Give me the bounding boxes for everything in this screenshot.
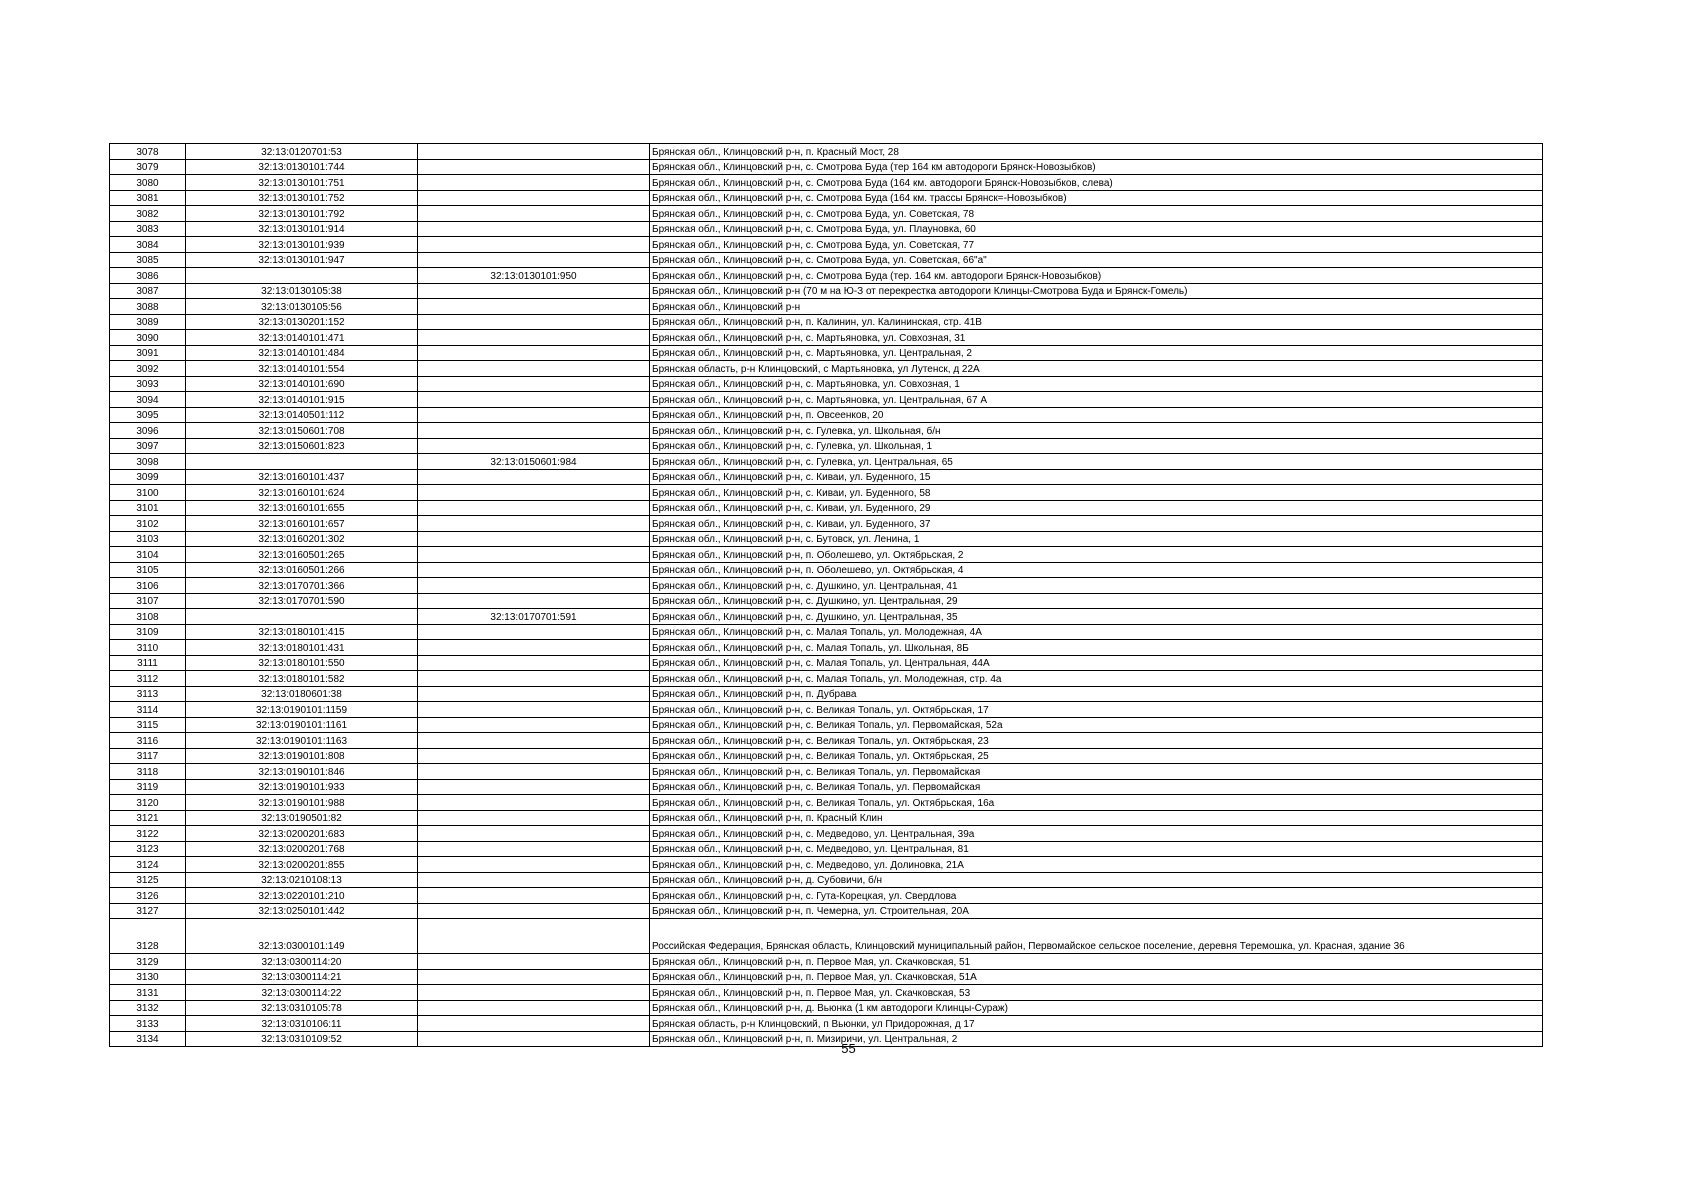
address-cell: Брянская обл., Клинцовский р-н, с. Великая Топаль, ул. Октябрьская, 17 <box>650 702 1543 718</box>
table-row <box>110 392 1543 408</box>
cadastral-number-cell <box>186 268 418 284</box>
row-number-cell: 3081 <box>110 190 186 206</box>
row-number-cell: 3115 <box>110 717 186 733</box>
cadastral-number-alt-cell <box>418 857 650 873</box>
cadastral-number-alt-cell <box>418 469 650 485</box>
cadastral-number-cell: 32:13:0170701:590 <box>186 593 418 609</box>
address-cell: Брянская обл., Клинцовский р-н, с. Медведово, ул. Долиновка, 21А <box>650 857 1543 873</box>
cadastral-number-cell: 32:13:0310105:78 <box>186 1000 418 1016</box>
cadastral-number-alt-cell <box>418 407 650 423</box>
row-number-cell: 3097 <box>110 438 186 454</box>
cadastral-number-cell: 32:13:0180601:38 <box>186 686 418 702</box>
table-row <box>110 1016 1543 1032</box>
row-number-cell: 3085 <box>110 252 186 268</box>
address-cell: Брянская обл., Клинцовский р-н, с. Мартьяновка, ул. Центральная, 67 А <box>650 392 1543 408</box>
cadastral-number-alt-cell <box>418 1000 650 1016</box>
address-cell: Брянская обл., Клинцовский р-н, д. Субовичи, б/н <box>650 872 1543 888</box>
address-cell: Брянская обл., Клинцовский р-н, с. Малая Топаль, ул. Школьная, 8Б <box>650 640 1543 656</box>
table-row <box>110 562 1543 578</box>
cadastral-number-cell: 32:13:0160101:655 <box>186 500 418 516</box>
cadastral-number-cell: 32:13:0130101:751 <box>186 175 418 191</box>
row-number-cell: 3082 <box>110 206 186 222</box>
table-row <box>110 1000 1543 1016</box>
cadastral-number-alt-cell <box>418 516 650 532</box>
address-cell: Брянская обл., Клинцовский р-н, с. Медведово, ул. Центральная, 39а <box>650 826 1543 842</box>
row-number-cell: 3130 <box>110 969 186 985</box>
row-number-cell: 3122 <box>110 826 186 842</box>
cadastral-number-alt-cell <box>418 888 650 904</box>
table-row <box>110 237 1543 253</box>
cadastral-number-alt-cell <box>418 531 650 547</box>
cadastral-number-alt-cell <box>418 159 650 175</box>
table-row <box>110 857 1543 873</box>
row-number-cell: 3125 <box>110 872 186 888</box>
cadastral-number-cell: 32:13:0160501:265 <box>186 547 418 563</box>
address-cell: Брянская обл., Клинцовский р-н, с. Киваи, ул. Буденного, 37 <box>650 516 1543 532</box>
cadastral-number-cell: 32:13:0160201:302 <box>186 531 418 547</box>
row-number-cell: 3092 <box>110 361 186 377</box>
cadastral-number-alt-cell <box>418 748 650 764</box>
cadastral-number-cell: 32:13:0300101:149 <box>186 919 418 954</box>
cadastral-number-cell: 32:13:0160101:657 <box>186 516 418 532</box>
table-row <box>110 954 1543 970</box>
table-row <box>110 764 1543 780</box>
address-cell: Брянская область, р-н Клинцовский, п Вьюнки, ул Придорожная, д 17 <box>650 1016 1543 1032</box>
cadastral-number-alt-cell <box>418 252 650 268</box>
cadastral-number-cell: 32:13:0140101:915 <box>186 392 418 408</box>
row-number-cell: 3080 <box>110 175 186 191</box>
row-number-cell: 3110 <box>110 640 186 656</box>
table-row <box>110 299 1543 315</box>
table-row <box>110 500 1543 516</box>
address-cell: Брянская обл., Клинцовский р-н, с. Смотрова Буда (164 км. автодороги Брянск-Новозыбков, слева) <box>650 175 1543 191</box>
cadastral-number-alt-cell <box>418 655 650 671</box>
table-row <box>110 748 1543 764</box>
row-number-cell: 3079 <box>110 159 186 175</box>
table-row <box>110 609 1543 625</box>
address-cell: Брянская обл., Клинцовский р-н, с. Смотрова Буда (тер 164 км автодороги Брянск-Новозыбков) <box>650 159 1543 175</box>
cadastral-number-cell: 32:13:0130105:56 <box>186 299 418 315</box>
cadastral-number-cell: 32:13:0160101:624 <box>186 485 418 501</box>
address-cell: Брянская обл., Клинцовский р-н, п. Оболешево, ул. Октябрьская, 4 <box>650 562 1543 578</box>
cadastral-number-cell: 32:13:0150601:708 <box>186 423 418 439</box>
cadastral-number-cell: 32:13:0130101:947 <box>186 252 418 268</box>
cadastral-number-alt-cell <box>418 547 650 563</box>
row-number-cell: 3078 <box>110 144 186 160</box>
cadastral-number-alt-cell <box>418 779 650 795</box>
row-number-cell: 3091 <box>110 345 186 361</box>
table-row <box>110 826 1543 842</box>
cadastral-number-cell: 32:13:0310106:11 <box>186 1016 418 1032</box>
address-cell: Брянская обл., Клинцовский р-н, с. Душкино, ул. Центральная, 29 <box>650 593 1543 609</box>
row-number-cell: 3107 <box>110 593 186 609</box>
table-row <box>110 733 1543 749</box>
address-cell: Брянская обл., Клинцовский р-н, п. Оболешево, ул. Октябрьская, 2 <box>650 547 1543 563</box>
row-number-cell: 3118 <box>110 764 186 780</box>
address-cell: Брянская обл., Клинцовский р-н, с. Великая Топаль, ул. Октябрьская, 23 <box>650 733 1543 749</box>
table-row <box>110 795 1543 811</box>
table-row <box>110 810 1543 826</box>
row-number-cell: 3102 <box>110 516 186 532</box>
address-cell: Брянская обл., Клинцовский р-н, с. Гута-Корецкая, ул. Свердлова <box>650 888 1543 904</box>
cadastral-number-alt-cell <box>418 764 650 780</box>
address-cell: Брянская область, р-н Клинцовский, с Мартьяновка, ул Лутенск, д 22А <box>650 361 1543 377</box>
cadastral-number-alt-cell <box>418 345 650 361</box>
cadastral-number-alt-cell <box>418 624 650 640</box>
cadastral-number-cell: 32:13:0190101:988 <box>186 795 418 811</box>
cadastral-number-cell: 32:13:0130101:939 <box>186 237 418 253</box>
table-row <box>110 547 1543 563</box>
table-row <box>110 841 1543 857</box>
row-number-cell: 3084 <box>110 237 186 253</box>
table-row <box>110 779 1543 795</box>
cadastral-number-alt-cell <box>418 841 650 857</box>
cadastral-number-alt-cell <box>418 810 650 826</box>
cadastral-number-alt-cell <box>418 314 650 330</box>
row-number-cell: 3119 <box>110 779 186 795</box>
table-row <box>110 454 1543 470</box>
cadastral-number-cell: 32:13:0200201:855 <box>186 857 418 873</box>
table-row <box>110 655 1543 671</box>
table-row <box>110 671 1543 687</box>
table-row <box>110 702 1543 718</box>
table-row <box>110 469 1543 485</box>
cadastral-number-cell: 32:13:0160101:437 <box>186 469 418 485</box>
table-row <box>110 345 1543 361</box>
cadastral-number-cell: 32:13:0300114:21 <box>186 969 418 985</box>
row-number-cell: 3098 <box>110 454 186 470</box>
row-number-cell: 3114 <box>110 702 186 718</box>
row-number-cell: 3131 <box>110 985 186 1001</box>
row-number-cell: 3096 <box>110 423 186 439</box>
cadastral-number-cell: 32:13:0140101:554 <box>186 361 418 377</box>
table-row <box>110 314 1543 330</box>
address-cell: Брянская обл., Клинцовский р-н, с. Смотрова Буда (164 км. трассы Брянск=-Новозыбков) <box>650 190 1543 206</box>
table-row <box>110 872 1543 888</box>
address-cell: Брянская обл., Клинцовский р-н, с. Малая Топаль, ул. Молодежная, стр. 4а <box>650 671 1543 687</box>
table-row <box>110 175 1543 191</box>
register-table-body <box>110 144 1543 1047</box>
table-row <box>110 283 1543 299</box>
row-number-cell: 3095 <box>110 407 186 423</box>
cadastral-number-cell: 32:13:0210108:13 <box>186 872 418 888</box>
cadastral-number-cell: 32:13:0250101:442 <box>186 903 418 919</box>
table-row <box>110 578 1543 594</box>
address-cell: Брянская обл., Клинцовский р-н, п. Овсеенков, 20 <box>650 407 1543 423</box>
address-cell: Брянская обл., Клинцовский р-н, д. Вьюнка (1 км автодороги Клинцы-Сураж) <box>650 1000 1543 1016</box>
row-number-cell: 3111 <box>110 655 186 671</box>
table-row <box>110 361 1543 377</box>
table-row <box>110 969 1543 985</box>
address-cell: Брянская обл., Клинцовский р-н, с. Смотрова Буда, ул. Советская, 66"а" <box>650 252 1543 268</box>
cadastral-number-alt-cell <box>418 376 650 392</box>
cadastral-number-alt-cell <box>418 361 650 377</box>
cadastral-number-cell: 32:13:0180101:550 <box>186 655 418 671</box>
cadastral-number-alt-cell <box>418 392 650 408</box>
cadastral-number-cell: 32:13:0190101:808 <box>186 748 418 764</box>
row-number-cell: 3106 <box>110 578 186 594</box>
address-cell: Брянская обл., Клинцовский р-н, с. Малая Топаль, ул. Центральная, 44А <box>650 655 1543 671</box>
cadastral-number-cell <box>186 609 418 625</box>
address-cell: Брянская обл., Клинцовский р-н, с. Мартьяновка, ул. Совхозная, 31 <box>650 330 1543 346</box>
cadastral-number-alt-cell <box>418 485 650 501</box>
table-row <box>110 330 1543 346</box>
cadastral-number-cell: 32:13:0130101:792 <box>186 206 418 222</box>
cadastral-number-cell: 32:13:0160501:266 <box>186 562 418 578</box>
row-number-cell: 3104 <box>110 547 186 563</box>
table-row <box>110 159 1543 175</box>
address-cell: Брянская обл., Клинцовский р-н, с. Великая Топаль, ул. Первомайская <box>650 764 1543 780</box>
cadastral-number-alt-cell <box>418 423 650 439</box>
cadastral-number-alt-cell <box>418 826 650 842</box>
cadastral-number-cell: 32:13:0300114:22 <box>186 985 418 1001</box>
row-number-cell: 3108 <box>110 609 186 625</box>
address-cell: Брянская обл., Клинцовский р-н, с. Великая Топаль, ул. Октябрьская, 16а <box>650 795 1543 811</box>
cadastral-number-cell: 32:13:0180101:431 <box>186 640 418 656</box>
row-number-cell: 3124 <box>110 857 186 873</box>
address-cell: Брянская обл., Клинцовский р-н, с. Душкино, ул. Центральная, 41 <box>650 578 1543 594</box>
cadastral-number-alt-cell: 32:13:0150601:984 <box>418 454 650 470</box>
cadastral-number-cell: 32:13:0200201:683 <box>186 826 418 842</box>
cadastral-number-cell: 32:13:0130101:744 <box>186 159 418 175</box>
row-number-cell: 3113 <box>110 686 186 702</box>
cadastral-number-alt-cell <box>418 330 650 346</box>
row-number-cell: 3090 <box>110 330 186 346</box>
cadastral-number-alt-cell <box>418 593 650 609</box>
cadastral-number-cell: 32:13:0140101:471 <box>186 330 418 346</box>
cadastral-number-cell: 32:13:0190101:1159 <box>186 702 418 718</box>
row-number-cell: 3134 <box>110 1031 186 1047</box>
cadastral-number-alt-cell <box>418 283 650 299</box>
cadastral-number-cell: 32:13:0140501:112 <box>186 407 418 423</box>
cadastral-number-alt-cell <box>418 562 650 578</box>
cadastral-number-alt-cell <box>418 206 650 222</box>
row-number-cell: 3103 <box>110 531 186 547</box>
address-cell: Брянская обл., Клинцовский р-н, с. Мартьяновка, ул. Совхозная, 1 <box>650 376 1543 392</box>
address-cell: Брянская обл., Клинцовский р-н, п. Красный Клин <box>650 810 1543 826</box>
cadastral-number-cell: 32:13:0120701:53 <box>186 144 418 160</box>
cadastral-number-alt-cell <box>418 717 650 733</box>
cadastral-number-cell: 32:13:0170701:366 <box>186 578 418 594</box>
table-row <box>110 717 1543 733</box>
cadastral-number-alt-cell <box>418 1016 650 1032</box>
row-number-cell: 3088 <box>110 299 186 315</box>
row-number-cell: 3126 <box>110 888 186 904</box>
table-row <box>110 206 1543 222</box>
cadastral-number-cell: 32:13:0130105:38 <box>186 283 418 299</box>
page-number: 55 <box>841 1041 856 1056</box>
row-number-cell: 3132 <box>110 1000 186 1016</box>
table-row <box>110 888 1543 904</box>
row-number-cell: 3086 <box>110 268 186 284</box>
address-cell: Брянская обл., Клинцовский р-н, п. Красный Мост, 28 <box>650 144 1543 160</box>
table-row <box>110 144 1543 160</box>
address-cell: Брянская обл., Клинцовский р-н, с. Гулевка, ул. Школьная, б/н <box>650 423 1543 439</box>
cadastral-number-cell: 32:13:0190101:846 <box>186 764 418 780</box>
address-cell: Брянская обл., Клинцовский р-н, с. Медведово, ул. Центральная, 81 <box>650 841 1543 857</box>
row-number-cell: 3083 <box>110 221 186 237</box>
table-row <box>110 407 1543 423</box>
cadastral-number-alt-cell <box>418 702 650 718</box>
address-cell: Брянская обл., Клинцовский р-н, с. Смотрова Буда, ул. Советская, 78 <box>650 206 1543 222</box>
row-number-cell: 3087 <box>110 283 186 299</box>
cadastral-number-alt-cell <box>418 221 650 237</box>
cadastral-number-cell: 32:13:0180101:415 <box>186 624 418 640</box>
address-cell: Брянская обл., Клинцовский р-н <box>650 299 1543 315</box>
address-cell: Брянская обл., Клинцовский р-н, п. Мизиричи, ул. Центральная, 2 <box>650 1031 1543 1047</box>
row-number-cell: 3116 <box>110 733 186 749</box>
row-number-cell: 3105 <box>110 562 186 578</box>
address-cell: Брянская обл., Клинцовский р-н, с. Великая Топаль, ул. Октябрьская, 25 <box>650 748 1543 764</box>
address-cell: Брянская обл., Клинцовский р-н, с. Мартьяновка, ул. Центральная, 2 <box>650 345 1543 361</box>
cadastral-number-cell: 32:13:0220101:210 <box>186 888 418 904</box>
row-number-cell: 3094 <box>110 392 186 408</box>
cadastral-number-alt-cell <box>418 686 650 702</box>
cadastral-number-alt-cell <box>418 578 650 594</box>
cadastral-number-alt-cell <box>418 299 650 315</box>
address-cell: Брянская обл., Клинцовский р-н, с. Смотрова Буда (тер. 164 км. автодороги Брянск-Новозыбков) <box>650 268 1543 284</box>
row-number-cell: 3089 <box>110 314 186 330</box>
table-row <box>110 252 1543 268</box>
row-number-cell: 3129 <box>110 954 186 970</box>
table-row <box>110 531 1543 547</box>
address-cell: Брянская обл., Клинцовский р-н, п. Первое Мая, ул. Скачковская, 53 <box>650 985 1543 1001</box>
row-number-cell: 3117 <box>110 748 186 764</box>
table-row <box>110 919 1543 954</box>
address-cell: Брянская обл., Клинцовский р-н, с. Бутовск, ул. Ленина, 1 <box>650 531 1543 547</box>
address-cell: Брянская обл., Клинцовский р-н, с. Смотрова Буда, ул. Плауновка, 60 <box>650 221 1543 237</box>
address-cell: Брянская обл., Клинцовский р-н, п. Чемерна, ул. Строительная, 20А <box>650 903 1543 919</box>
cadastral-number-cell: 32:13:0310109:52 <box>186 1031 418 1047</box>
cadastral-number-alt-cell <box>418 985 650 1001</box>
cadastral-number-cell: 32:13:0150601:823 <box>186 438 418 454</box>
table-row <box>110 221 1543 237</box>
row-number-cell: 3133 <box>110 1016 186 1032</box>
cadastral-number-alt-cell <box>418 733 650 749</box>
cadastral-number-cell: 32:13:0190101:1163 <box>186 733 418 749</box>
address-cell: Брянская обл., Клинцовский р-н, п. Первое Мая, ул. Скачковская, 51 <box>650 954 1543 970</box>
table-row <box>110 423 1543 439</box>
cadastral-number-alt-cell <box>418 795 650 811</box>
table-row <box>110 903 1543 919</box>
table-row <box>110 624 1543 640</box>
table-row <box>110 516 1543 532</box>
cadastral-number-alt-cell <box>418 671 650 687</box>
cadastral-number-cell: 32:13:0140101:690 <box>186 376 418 392</box>
cadastral-number-cell: 32:13:0190101:933 <box>186 779 418 795</box>
cadastral-number-alt-cell <box>418 969 650 985</box>
address-cell: Брянская обл., Клинцовский р-н, п. Первое Мая, ул. Скачковская, 51А <box>650 969 1543 985</box>
address-cell: Брянская обл., Клинцовский р-н, с. Смотрова Буда, ул. Советская, 77 <box>650 237 1543 253</box>
row-number-cell: 3093 <box>110 376 186 392</box>
cadastral-number-alt-cell: 32:13:0170701:591 <box>418 609 650 625</box>
cadastral-number-alt-cell <box>418 954 650 970</box>
cadastral-number-cell: 32:13:0130101:752 <box>186 190 418 206</box>
cadastral-number-alt-cell <box>418 640 650 656</box>
cadastral-number-cell: 32:13:0130101:914 <box>186 221 418 237</box>
register-table <box>109 143 1543 1047</box>
cadastral-number-alt-cell <box>418 500 650 516</box>
address-cell: Брянская обл., Клинцовский р-н, с. Душкино, ул. Центральная, 35 <box>650 609 1543 625</box>
cadastral-number-cell: 32:13:0190501:82 <box>186 810 418 826</box>
address-cell: Брянская обл., Клинцовский р-н, с. Великая Топаль, ул. Первомайская, 52а <box>650 717 1543 733</box>
address-cell: Брянская обл., Клинцовский р-н, с. Киваи, ул. Буденного, 15 <box>650 469 1543 485</box>
row-number-cell: 3112 <box>110 671 186 687</box>
table-row <box>110 686 1543 702</box>
address-cell: Брянская обл., Клинцовский р-н, с. Гулевка, ул. Школьная, 1 <box>650 438 1543 454</box>
table-row <box>110 985 1543 1001</box>
cadastral-number-cell: 32:13:0190101:1161 <box>186 717 418 733</box>
cadastral-number-alt-cell <box>418 919 650 954</box>
cadastral-number-alt-cell <box>418 190 650 206</box>
table-row <box>110 268 1543 284</box>
address-cell: Брянская обл., Клинцовский р-н, с. Великая Топаль, ул. Первомайская <box>650 779 1543 795</box>
cadastral-number-alt-cell <box>418 144 650 160</box>
row-number-cell: 3120 <box>110 795 186 811</box>
cadastral-number-alt-cell <box>418 438 650 454</box>
address-cell: Брянская обл., Клинцовский р-н, с. Киваи, ул. Буденного, 29 <box>650 500 1543 516</box>
cadastral-number-alt-cell <box>418 237 650 253</box>
address-cell: Брянская обл., Клинцовский р-н, п. Дубрава <box>650 686 1543 702</box>
cadastral-number-cell: 32:13:0300114:20 <box>186 954 418 970</box>
cadastral-number-alt-cell: 32:13:0130101:950 <box>418 268 650 284</box>
row-number-cell: 3109 <box>110 624 186 640</box>
address-cell: Брянская обл., Клинцовский р-н, с. Киваи, ул. Буденного, 58 <box>650 485 1543 501</box>
table-row <box>110 485 1543 501</box>
cadastral-number-cell <box>186 454 418 470</box>
row-number-cell: 3101 <box>110 500 186 516</box>
table-row <box>110 593 1543 609</box>
row-number-cell: 3121 <box>110 810 186 826</box>
address-cell: Брянская обл., Клинцовский р-н (70 м на Ю-З от перекрестка автодороги Клинцы-Смотрова Буда и Брянск-Гомель) <box>650 283 1543 299</box>
table-row <box>110 190 1543 206</box>
cadastral-number-alt-cell <box>418 872 650 888</box>
cadastral-number-cell: 32:13:0130201:152 <box>186 314 418 330</box>
table-row <box>110 376 1543 392</box>
table-row <box>110 640 1543 656</box>
cadastral-number-alt-cell <box>418 175 650 191</box>
row-number-cell: 3128 <box>110 919 186 954</box>
table-row <box>110 438 1543 454</box>
cadastral-number-cell: 32:13:0140101:484 <box>186 345 418 361</box>
row-number-cell: 3123 <box>110 841 186 857</box>
row-number-cell: 3100 <box>110 485 186 501</box>
row-number-cell: 3127 <box>110 903 186 919</box>
cadastral-number-cell: 32:13:0200201:768 <box>186 841 418 857</box>
address-cell: Брянская обл., Клинцовский р-н, п. Калинин, ул. Калининская, стр. 41В <box>650 314 1543 330</box>
cadastral-number-alt-cell <box>418 903 650 919</box>
address-cell: Брянская обл., Клинцовский р-н, с. Гулевка, ул. Центральная, 65 <box>650 454 1543 470</box>
row-number-cell: 3099 <box>110 469 186 485</box>
cadastral-number-cell: 32:13:0180101:582 <box>186 671 418 687</box>
address-cell: Брянская обл., Клинцовский р-н, с. Малая Топаль, ул. Молодежная, 4А <box>650 624 1543 640</box>
address-cell: Российская Федерация, Брянская область, Клинцовский муниципальный район, Первомайское сельское поселение, деревня Теремошка, ул. Красная, здание 36 <box>650 919 1543 954</box>
